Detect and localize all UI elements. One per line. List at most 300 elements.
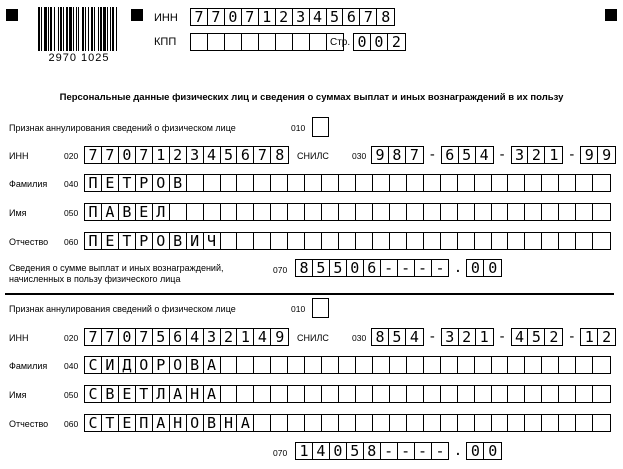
p2-patronymic-label: Отчество [9,419,49,429]
char-cell: 9 [581,147,598,163]
char-cell: Е [119,386,136,402]
p1-patronymic-field[interactable] [84,232,611,250]
char-cell: 8 [381,9,391,25]
p2-lastname-label: Фамилия [9,361,48,371]
p1-snils-label: СНИЛС [297,151,329,161]
char-cell [458,204,475,220]
snils-group [371,146,424,164]
char-cell [576,386,593,402]
char-cell [356,386,373,402]
p2-firstname-code: 050 [64,390,79,400]
char-cell: - [381,260,398,276]
snils-group [580,328,616,346]
char-cell [242,34,259,50]
char-cell [492,233,509,249]
sum-integer-part [295,259,449,277]
char-cell [424,357,441,373]
barcode-bar [88,7,89,51]
char-cell [542,233,559,249]
char-cell: 5 [528,329,545,345]
char-cell [191,34,208,50]
char-cell: 1 [237,329,254,345]
char-cell: А [204,386,221,402]
char-cell [271,175,288,191]
char-cell [305,415,322,431]
char-cell [407,233,424,249]
char-cell: 3 [187,147,204,163]
barcode [37,7,121,65]
char-cell: 7 [85,147,102,163]
char-cell [237,175,254,191]
char-cell [475,386,492,402]
char-cell [390,233,407,249]
char-cell [424,175,441,191]
snils-group [511,146,564,164]
char-cell: 4 [409,329,419,345]
char-cell [271,386,288,402]
char-cell: 5 [153,329,170,345]
char-cell [276,34,293,50]
char-cell [322,386,339,402]
char-cell [407,357,424,373]
char-cell: 1 [581,329,598,345]
char-cell [542,204,559,220]
char-cell [373,233,390,249]
char-cell: 1 [296,443,313,459]
char-cell [288,204,305,220]
char-cell: 4 [204,147,221,163]
char-cell [271,415,288,431]
p1-patronymic-label: Отчество [9,237,49,247]
p1-inn-field[interactable] [84,146,289,164]
char-cell: 5 [313,260,330,276]
char-cell [559,386,576,402]
barcode-bar [76,7,77,51]
char-cell [508,233,525,249]
p2-patronymic-code: 060 [64,419,79,429]
char-cell [559,204,576,220]
char-cell: 5 [347,443,364,459]
char-cell: 1 [549,147,559,163]
char-cell [339,386,356,402]
char-cell [305,357,322,373]
char-cell [271,204,288,220]
p1-annul-label: Признак аннулирования сведений о физическом лице [9,123,236,133]
snils-group [441,146,494,164]
sum-integer-part [295,442,449,460]
snils-dash: - [567,329,576,345]
char-cell [424,415,441,431]
char-cell: 7 [254,147,271,163]
char-cell [356,415,373,431]
char-cell [492,357,509,373]
char-cell: 4 [187,329,204,345]
p1-sum-label-line2: начисленных в пользу физического лица [9,274,181,284]
char-cell [373,415,390,431]
barcode-bar [54,7,55,51]
char-cell [492,175,509,191]
char-cell [593,357,610,373]
char-cell [237,386,254,402]
char-cell: 2 [221,329,238,345]
p1-firstname-code: 050 [64,208,79,218]
char-cell: 6 [442,147,459,163]
barcode-number: 2970 1025 [48,52,110,64]
barcode-bar [69,7,72,51]
char-cell: 6 [170,329,187,345]
char-cell [339,357,356,373]
char-cell [458,233,475,249]
char-cell: 4 [310,9,327,25]
barcode-bar [94,7,95,51]
char-cell: 3 [293,9,310,25]
char-cell: П [136,415,153,431]
char-cell [237,233,254,249]
p1-annul-code: 010 [291,123,306,133]
char-cell [305,233,322,249]
char-cell: 3 [204,329,221,345]
char-cell [441,386,458,402]
header-page-field[interactable] [353,33,406,51]
char-cell [441,415,458,431]
char-cell: И [102,357,119,373]
char-cell [288,175,305,191]
corner-marker-center [131,9,143,21]
char-cell: Т [119,233,136,249]
char-cell: - [415,443,432,459]
char-cell [390,386,407,402]
p1-lastname-label: Фамилия [9,179,48,189]
char-cell: Н [170,415,187,431]
char-cell: 1 [479,329,489,345]
char-cell [525,357,542,373]
char-cell [310,34,327,50]
char-cell: 4 [512,329,529,345]
snils-dash: - [497,147,507,163]
char-cell [424,204,441,220]
snils-dash: - [567,147,576,163]
char-cell: 5 [459,147,476,163]
char-cell [237,204,254,220]
char-cell [322,415,339,431]
char-cell: Т [102,415,119,431]
char-cell [204,175,221,191]
char-cell [305,386,322,402]
char-cell: 7 [242,9,259,25]
p1-inn-code: 020 [64,151,79,161]
char-cell [508,357,525,373]
barcode-bar [107,7,108,51]
char-cell: 3 [512,147,529,163]
sum-fraction-part [466,442,502,460]
char-cell: А [102,204,119,220]
char-cell: Л [153,204,170,220]
char-cell [492,415,509,431]
p2-inn-code: 020 [64,333,79,343]
barcode-bar [60,7,62,51]
char-cell: 0 [119,329,136,345]
char-cell: О [187,415,204,431]
char-cell: Ч [204,233,221,249]
char-cell [288,233,305,249]
char-cell [407,204,424,220]
char-cell [237,357,254,373]
p2-annul-checkbox[interactable] [312,298,329,318]
header-kpp-field[interactable] [190,33,344,51]
char-cell: Л [153,386,170,402]
char-cell [576,415,593,431]
char-cell: О [170,357,187,373]
char-cell: 7 [208,9,225,25]
char-cell: В [170,175,187,191]
char-cell: 8 [372,329,389,345]
char-cell [288,357,305,373]
char-cell: 7 [360,9,377,25]
barcode-bar [50,7,52,51]
char-cell [208,34,225,50]
char-cell [475,357,492,373]
p1-sum-code: 070 [273,265,288,275]
barcode-bar [100,7,102,51]
section-divider [5,293,614,295]
char-cell [593,415,610,431]
char-cell: 8 [296,260,313,276]
p1-snils-field[interactable] [371,146,616,164]
char-cell [339,204,356,220]
char-cell: 4 [479,147,489,163]
corner-marker-right [605,9,617,21]
char-cell: В [204,415,221,431]
char-cell [339,175,356,191]
p2-firstname-label: Имя [9,390,27,400]
char-cell: 4 [254,329,271,345]
p2-firstname-field[interactable] [84,385,611,403]
char-cell [373,386,390,402]
snils-dash: - [428,147,437,163]
char-cell [407,175,424,191]
char-cell [254,175,271,191]
char-cell: 7 [85,329,102,345]
p1-annul-checkbox[interactable] [312,117,329,137]
char-cell: Д [119,357,136,373]
char-cell [458,357,475,373]
barcode-bar [48,7,49,51]
char-cell: 8 [389,147,406,163]
barcode-bar [103,7,106,51]
char-cell: А [170,386,187,402]
char-cell: 7 [102,329,119,345]
p1-firstname-field[interactable] [84,203,611,221]
header-page-label: Стр. [330,37,351,48]
char-cell: Е [119,415,136,431]
p2-patronymic-field[interactable] [84,414,611,432]
char-cell [475,415,492,431]
char-cell [271,357,288,373]
p1-patronymic-code: 060 [64,237,79,247]
char-cell: О [136,357,153,373]
char-cell: А [204,357,221,373]
char-cell: 2 [549,329,559,345]
char-cell [339,415,356,431]
char-cell: 3 [442,329,459,345]
p2-annul-code: 010 [291,304,306,314]
char-cell [305,175,322,191]
char-cell [508,415,525,431]
p1-lastname-field[interactable] [84,174,611,192]
char-cell [441,204,458,220]
header-inn-field[interactable] [190,8,395,26]
char-cell: 2 [276,9,293,25]
char-cell: Р [136,175,153,191]
barcode-bar [73,7,74,51]
char-cell: П [85,233,102,249]
p2-inn-field[interactable] [84,328,289,346]
corner-marker-left [6,9,18,21]
char-cell [356,357,373,373]
char-cell: 0 [119,147,136,163]
barcode-bar [38,7,40,51]
char-cell: О [153,233,170,249]
char-cell: 7 [409,147,419,163]
char-cell [576,175,593,191]
barcode-bars [37,7,121,51]
char-cell: Т [119,175,136,191]
char-cell [458,386,475,402]
char-cell: 5 [221,147,238,163]
char-cell: - [435,260,445,276]
char-cell [542,415,559,431]
char-cell: Н [221,415,238,431]
char-cell [559,415,576,431]
header-kpp-label: КПП [154,36,177,48]
char-cell [441,175,458,191]
p1-snils-code: 030 [352,151,367,161]
char-cell: - [435,443,445,459]
sum-fraction-part [466,259,502,277]
char-cell [373,357,390,373]
barcode-bar [58,7,59,51]
char-cell [424,386,441,402]
char-cell: 2 [391,34,401,50]
char-cell: П [85,175,102,191]
char-cell: А [153,415,170,431]
char-cell [221,357,238,373]
char-cell [373,204,390,220]
char-cell [424,233,441,249]
char-cell [322,357,339,373]
char-cell: С [85,386,102,402]
char-cell: Е [136,204,153,220]
char-cell: 7 [136,147,153,163]
char-cell [390,175,407,191]
char-cell: 0 [347,260,364,276]
p2-lastname-field[interactable] [84,356,611,374]
char-cell [441,233,458,249]
p2-sum-field[interactable] [295,442,502,460]
snils-group [511,328,564,346]
char-cell: - [398,260,415,276]
char-cell [458,415,475,431]
char-cell [254,357,271,373]
char-cell [525,175,542,191]
char-cell: 5 [330,260,347,276]
p1-sum-field[interactable] [295,259,502,277]
char-cell [492,386,509,402]
char-cell [356,233,373,249]
barcode-bar [91,7,93,51]
barcode-bar [66,7,68,51]
char-cell: - [398,443,415,459]
p1-sum-label-line1: Сведения о сумме выплат и иных вознаграждений, [9,263,224,273]
char-cell: 0 [225,9,242,25]
p1-lastname-code: 040 [64,179,79,189]
header-inn-label: ИНН [154,12,178,24]
char-cell [254,386,271,402]
p2-annul-label: Признак аннулирования сведений о физическом лице [9,304,236,314]
char-cell [475,175,492,191]
char-cell [492,204,509,220]
char-cell: 0 [488,260,498,276]
char-cell: 6 [343,9,360,25]
char-cell [170,204,187,220]
char-cell: 0 [354,34,371,50]
snils-dash: - [428,329,437,345]
char-cell [441,357,458,373]
char-cell: 2 [602,329,612,345]
char-cell: - [381,443,398,459]
char-cell: 1 [153,147,170,163]
p2-snils-field[interactable] [371,328,616,346]
p2-snils-label: СНИЛС [297,333,329,343]
char-cell [407,386,424,402]
char-cell: - [415,260,432,276]
barcode-bar [41,7,42,51]
char-cell [221,175,238,191]
char-cell [187,175,204,191]
char-cell: 9 [602,147,612,163]
char-cell: В [170,233,187,249]
barcode-bar [44,7,47,51]
char-cell: 9 [372,147,389,163]
char-cell: С [85,415,102,431]
char-cell [475,233,492,249]
char-cell: А [237,415,254,431]
char-cell [390,204,407,220]
p2-inn-label: ИНН [9,333,29,343]
char-cell [259,34,276,50]
char-cell [525,204,542,220]
char-cell [525,415,542,431]
char-cell: 0 [467,443,484,459]
char-cell: 5 [327,9,344,25]
char-cell [475,204,492,220]
char-cell [593,204,610,220]
char-cell [542,175,559,191]
char-cell: 0 [371,34,388,50]
char-cell: 8 [275,147,285,163]
p2-lastname-code: 040 [64,361,79,371]
p1-inn-label: ИНН [9,151,29,161]
char-cell [356,175,373,191]
char-cell [542,386,559,402]
char-cell: Н [187,386,204,402]
barcode-bar [110,7,111,51]
char-cell [559,175,576,191]
char-cell [254,415,271,431]
char-cell [204,204,221,220]
char-cell [187,204,204,220]
char-cell: 6 [364,260,381,276]
